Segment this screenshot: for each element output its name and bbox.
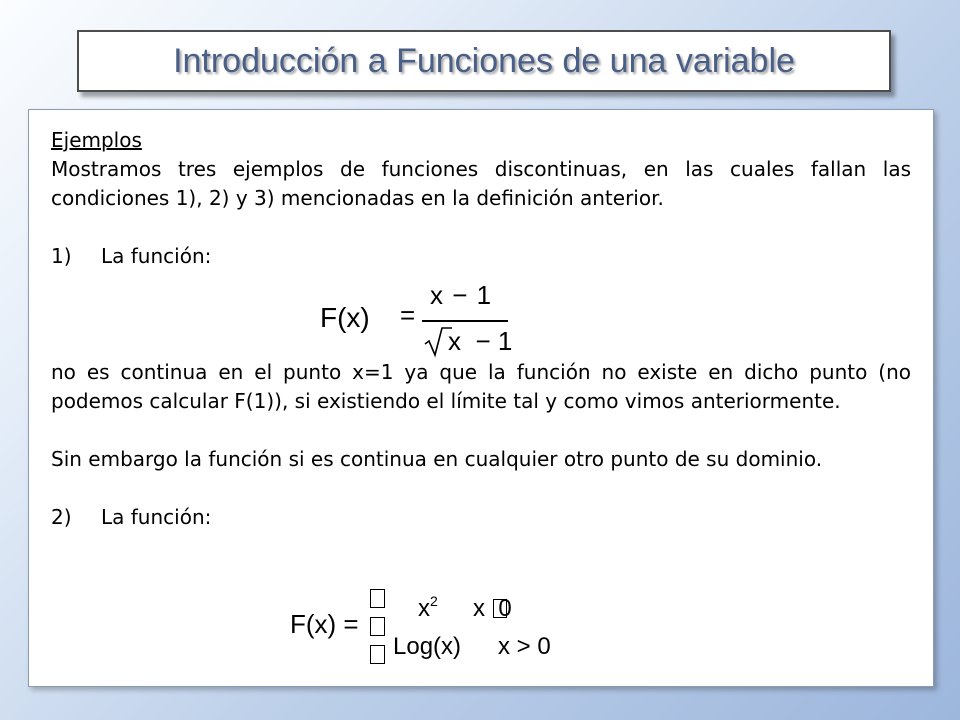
slide-title: Introducción a Funciones de una variable [173,41,795,80]
paragraph-continuity: no es continua en el punto x=1 ya que la función no existe en dicho punto (no podemos calcular F(1)), si existiendo el límite tal y como vimos anteriormente. [51,360,911,413]
missing-glyph-box [370,617,385,636]
formula-numerator: x − 1 [430,280,493,310]
formula-lhs: F(x) [320,302,370,333]
case1-condition: x 0 [473,595,512,622]
fraction-bar [422,320,508,322]
paragraph-domain: Sin embargo la función si es continua en cualquier otro punto de su dominio. [51,447,823,471]
missing-glyph-box [370,645,385,664]
section-heading: Ejemplos [51,128,142,152]
missing-glyph-box [493,599,507,618]
list-label: La función: [101,244,212,268]
list-number: 2) [51,505,72,529]
list-item-1 [51,242,911,271]
list-label: La función: [101,505,212,529]
case1-expression: $x^2$ [418,593,438,622]
piecewise-lhs: F(x) = [290,609,359,639]
missing-glyph-box [370,589,385,608]
slide-title-box [77,30,891,92]
formula-denominator: x − 1 [448,326,513,356]
list-item-2 [51,503,911,532]
formula-piecewise [288,585,568,675]
case2-condition: x > 0 [498,633,551,660]
formula-equals: = [400,300,416,330]
case2-expression: Log(x) [393,633,462,660]
formula-fraction [320,280,513,362]
list-number: 1) [51,244,72,268]
intro-paragraph: Mostramos tres ejemplos de funciones discontinuas, en las cuales fallan las condiciones 1), 2) y 3) mencionadas en la definición anterior. [51,157,911,210]
